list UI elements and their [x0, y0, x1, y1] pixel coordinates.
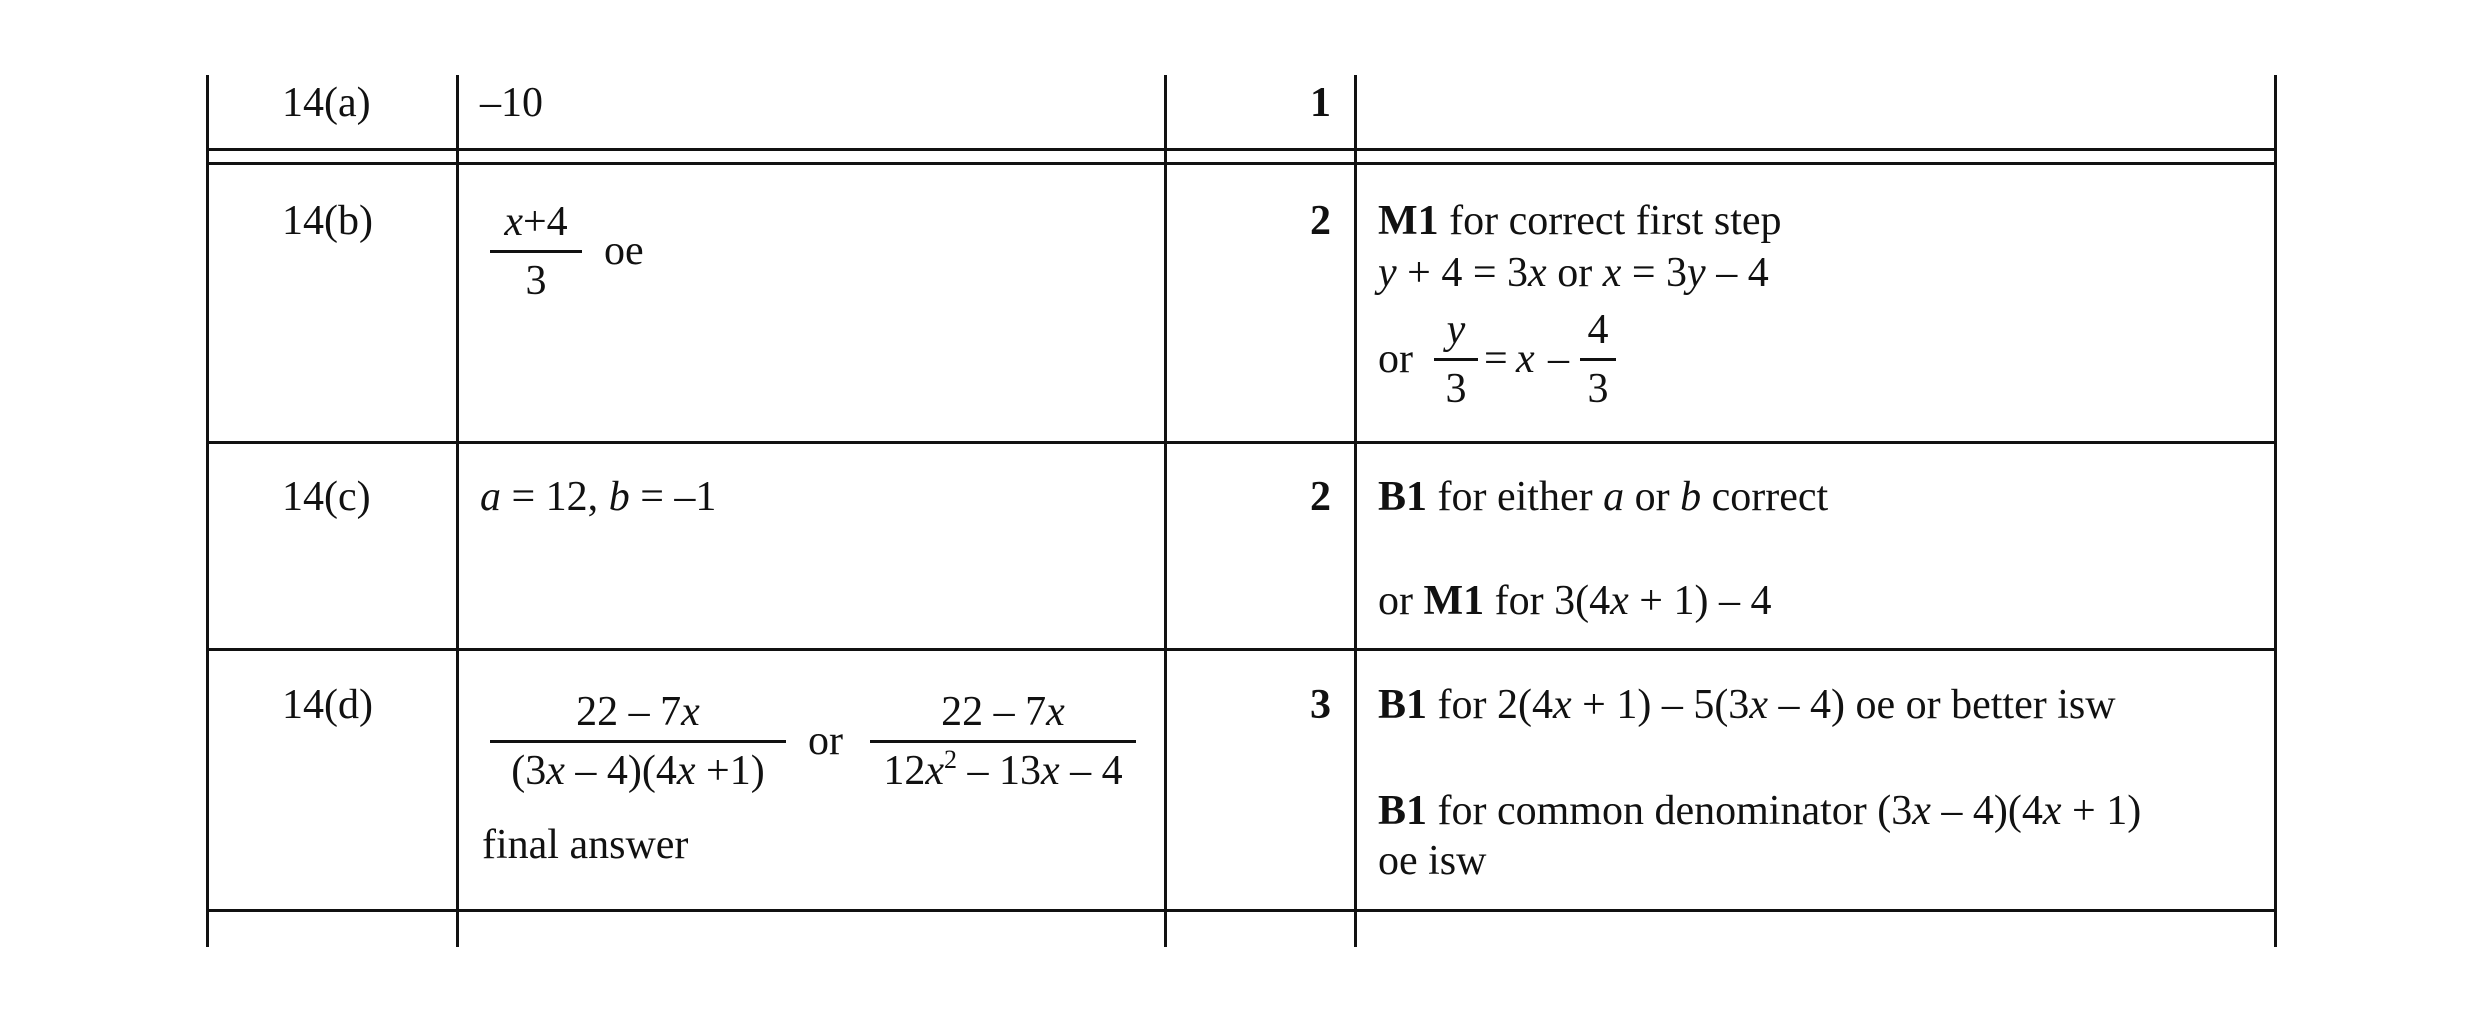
guidance-line: B1 for 2(4x + 1) – 5(3x – 4) oe or better isw: [1378, 682, 2116, 728]
answer-text: –10: [480, 80, 543, 126]
marks-value: 2: [1310, 474, 1331, 520]
row-divider-double-bottom: [206, 162, 2277, 165]
row-divider-2: [206, 441, 2277, 444]
guidance-line: y + 4 = 3x or x = 3y – 4: [1378, 250, 1769, 296]
row-divider-4: [206, 909, 2277, 912]
marks-value: 2: [1310, 198, 1331, 244]
table-border-right: [2274, 75, 2277, 947]
answer-or: or: [808, 718, 843, 764]
guidance-variable: x: [1516, 336, 1535, 382]
guidance-line: or M1 for 3(4x + 1) – 4: [1378, 578, 1772, 624]
guidance-or: or: [1378, 336, 1413, 382]
guidance-line: M1 for correct first step: [1378, 198, 1782, 244]
guidance-equals: =: [1484, 336, 1508, 382]
question-number: 14(b): [282, 198, 373, 244]
answer-text: a = 12, b = –1: [480, 474, 717, 520]
question-number: 14(c): [282, 474, 371, 520]
answer-suffix: oe: [604, 228, 644, 274]
marks-value: 1: [1310, 80, 1331, 126]
question-number: 14(a): [282, 80, 371, 126]
guidance-line: oe isw: [1378, 838, 1487, 884]
marks-value: 3: [1310, 682, 1331, 728]
guidance-line: B1 for common denominator (3x – 4)(4x + 1): [1378, 788, 2142, 834]
guidance-line: B1 for either a or b correct: [1378, 474, 1829, 520]
column-divider-2: [1164, 75, 1167, 947]
answer-fraction: 22 – 7x $12x^2 - 13x - 4$: [870, 688, 1136, 795]
guidance-fraction: 4 3: [1580, 306, 1616, 413]
answer-note: final answer: [482, 822, 689, 868]
guidance-minus: –: [1548, 336, 1569, 382]
answer-fraction: x+4 3: [490, 198, 582, 305]
question-number: 14(d): [282, 682, 373, 728]
row-divider-3: [206, 648, 2277, 651]
column-divider-3: [1354, 75, 1357, 947]
row-divider-double-top: [206, 148, 2277, 151]
answer-fraction: 22 – 7x (3x – 4)(4x +1): [490, 688, 786, 795]
table-border-left: [206, 75, 209, 947]
guidance-fraction: y 3: [1434, 306, 1478, 413]
column-divider-1: [456, 75, 459, 947]
